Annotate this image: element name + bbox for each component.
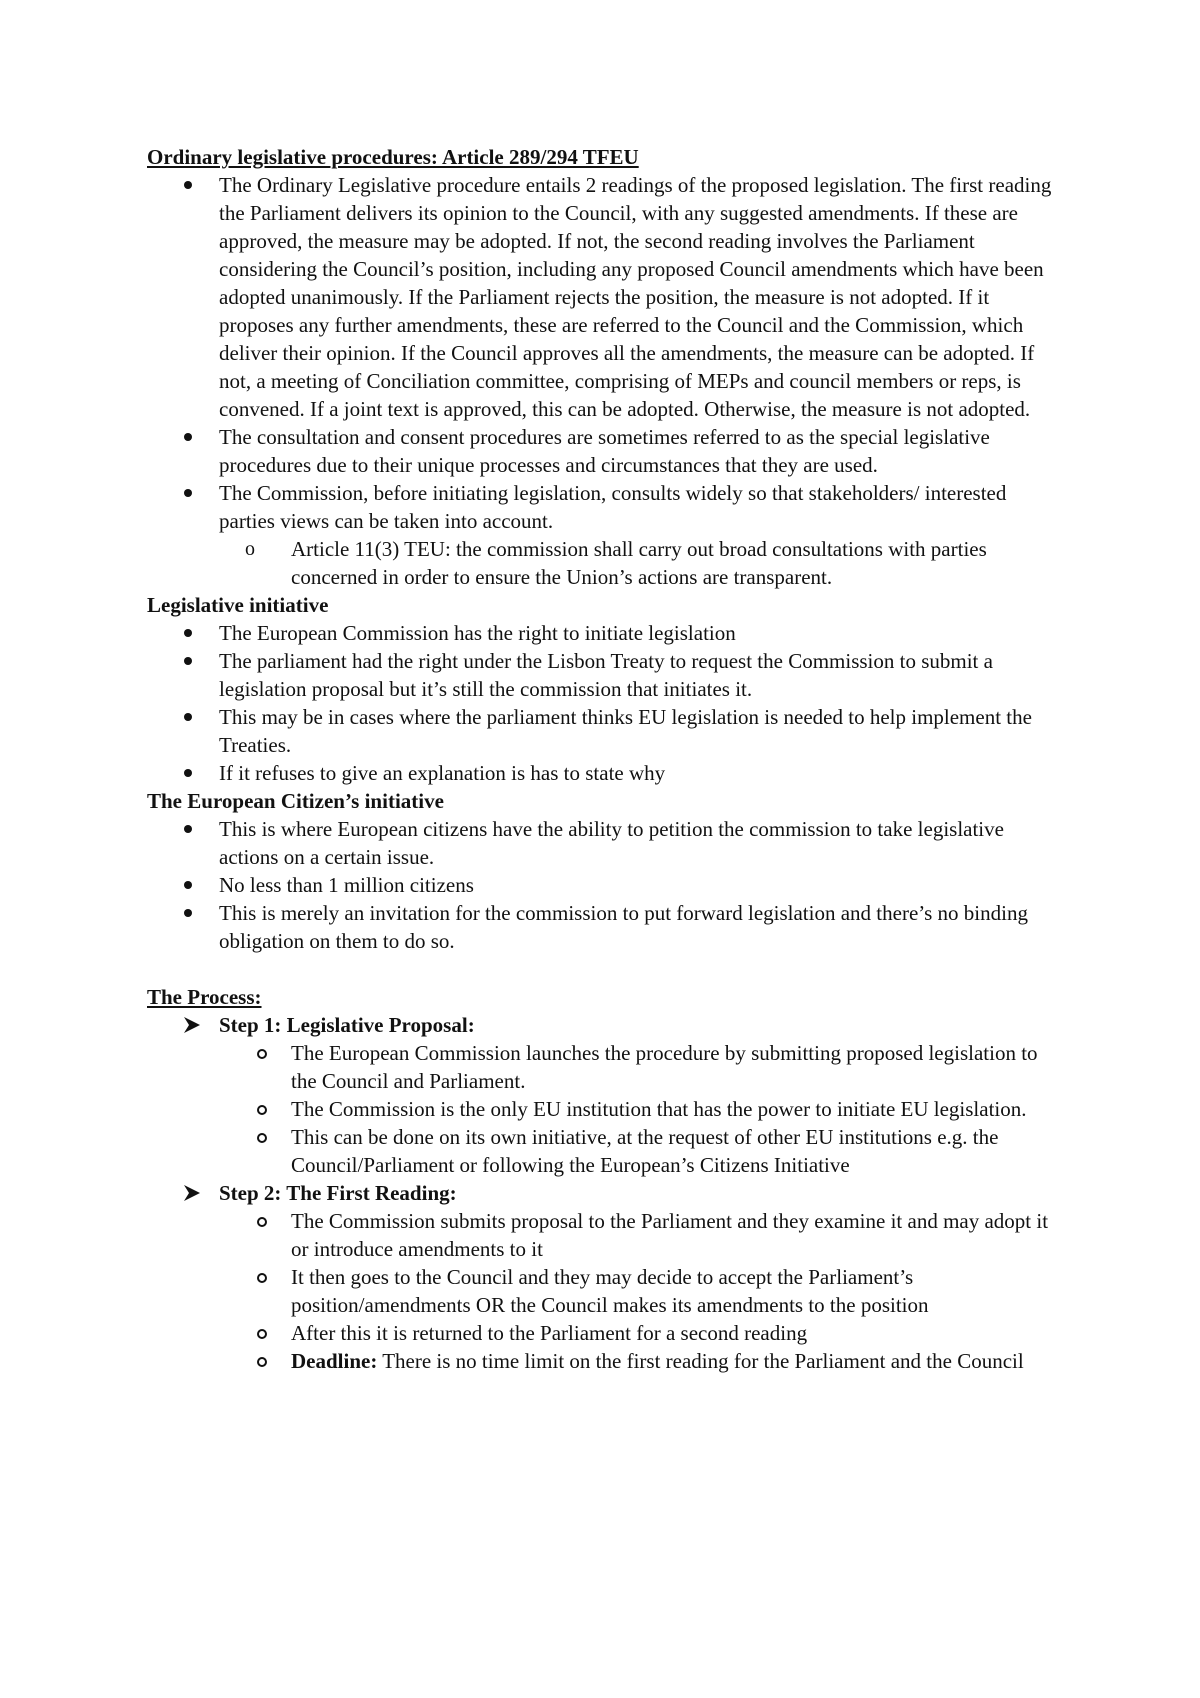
list-item: The Commission submits proposal to the Parliament and they examine it and may adopt it or introduce amendments to it [147,1207,1067,1263]
bullet-icon [184,881,192,889]
ring-bullet-icon [257,1133,267,1143]
list-item: The parliament had the right under the Lisbon Treaty to request the Commission to submit a legislation proposal but it’s still the commission that initiates it. [147,647,1067,703]
bullet-icon [184,181,192,189]
process-step-2 [147,1179,1067,1375]
sub-list [147,535,1067,591]
bullet-icon [184,489,192,497]
list-item: This is where European citizens have the ability to petition the commission to take legislative actions on a certain issue. [147,815,1067,871]
list-item: The consultation and consent procedures are sometimes referred to as the special legislative procedures due to their unique processes and circumstances that they are used. [147,423,1067,479]
section-heading-ordinary-procedures: Ordinary legislative procedures: Article 289/294 TFEU [147,145,639,169]
section-heading-legislative-initiative: Legislative initiative [147,593,329,617]
deadline-label: Deadline: [291,1349,378,1373]
document-page [147,143,1067,1375]
list-item: The European Commission has the right to initiate legislation [147,619,1067,647]
bullet-icon [184,433,192,441]
ring-bullet-icon [257,1217,267,1227]
bullet-icon [184,713,192,721]
arrowhead-bullet-icon [183,1184,201,1202]
section-heading-the-process: The Process: [147,985,262,1009]
o-marker-icon: o [245,538,255,560]
arrowhead-bullet-icon [183,1016,201,1034]
step-2-items [219,1207,1067,1375]
list-item: This may be in cases where the parliament thinks EU legislation is needed to help implement the Treaties. [147,703,1067,759]
sub-list-item: o Article 11(3) TEU: the commission shall carry out broad consultations with parties concerned in order to ensure the Union’s actions are transparent. [245,537,987,589]
process-step-1 [147,1011,1067,1179]
list-item: It then goes to the Council and they may decide to accept the Parliament’s position/amendments OR the Council makes its amendments to the position [147,1263,1067,1319]
list-item: No less than 1 million citizens [147,871,1067,899]
process-steps-list [147,1011,1067,1375]
section-heading-citizens-initiative: The European Citizen’s initiative [147,789,444,813]
ring-bullet-icon [257,1357,267,1367]
bullet-icon [184,909,192,917]
step-2-title: Step 2: The First Reading: [219,1181,457,1205]
bullet-icon [184,825,192,833]
ordinary-procedures-list [147,171,1067,591]
ring-bullet-icon [257,1049,267,1059]
bullet-icon [184,769,192,777]
list-item: The Commission is the only EU institution that has the power to initiate EU legislation. [147,1095,1067,1123]
list-item: If it refuses to give an explanation is has to state why [147,759,1067,787]
step-1-items [219,1039,1067,1179]
citizens-initiative-list [147,815,1067,955]
bullet-icon [184,657,192,665]
step-1-title: Step 1: Legislative Proposal: [219,1013,475,1037]
list-item: The Ordinary Legislative procedure entails 2 readings of the proposed legislation. The first reading the Parliament delivers its opinion to the Council, with any suggested amendments. If these are approved, the measure may be adopted. If not, the second reading involves the Parliament considering the Council’s position, including any proposed Council amendments which have been adopted unanimously. If the Parliament rejects the position, the measure is not adopted. If it proposes any further amendments, these are referred to the Council and the Commission, which deliver their opinion. If the Council approves all the amendments, the measure can be adopted. If not, a meeting of Conciliation committee, comprising of MEPs and council members or reps, is convened. If a joint text is approved, this can be adopted. Otherwise, the measure is not adopted. [147,171,1067,423]
list-item: This is merely an invitation for the commission to put forward legislation and there’s no binding obligation on them to do so. [147,899,1067,955]
ring-bullet-icon [257,1329,267,1339]
list-item: This can be done on its own initiative, at the request of other EU institutions e.g. the Council/Parliament or following the European’s Citizens Initiative [147,1123,1067,1179]
deadline-text: There is no time limit on the first reading for the Parliament and the Council [382,1349,1024,1373]
ring-bullet-icon [257,1105,267,1115]
ring-bullet-icon [257,1273,267,1283]
list-item: The European Commission launches the procedure by submitting proposed legislation to the Council and Parliament. [147,1039,1067,1095]
bullet-icon [184,629,192,637]
list-item: After this it is returned to the Parliament for a second reading [147,1319,1067,1347]
list-item [147,1347,1067,1375]
blank-line [147,955,1067,983]
legislative-initiative-list [147,619,1067,787]
list-item: The Commission, before initiating legislation, consults widely so that stakeholders/ interested parties views can be taken into account. o Article 11(3) TEU: the commission shall carry out broad consultations with parties concerned in order to ensure the Union’s actions are transparent. [147,479,1067,591]
